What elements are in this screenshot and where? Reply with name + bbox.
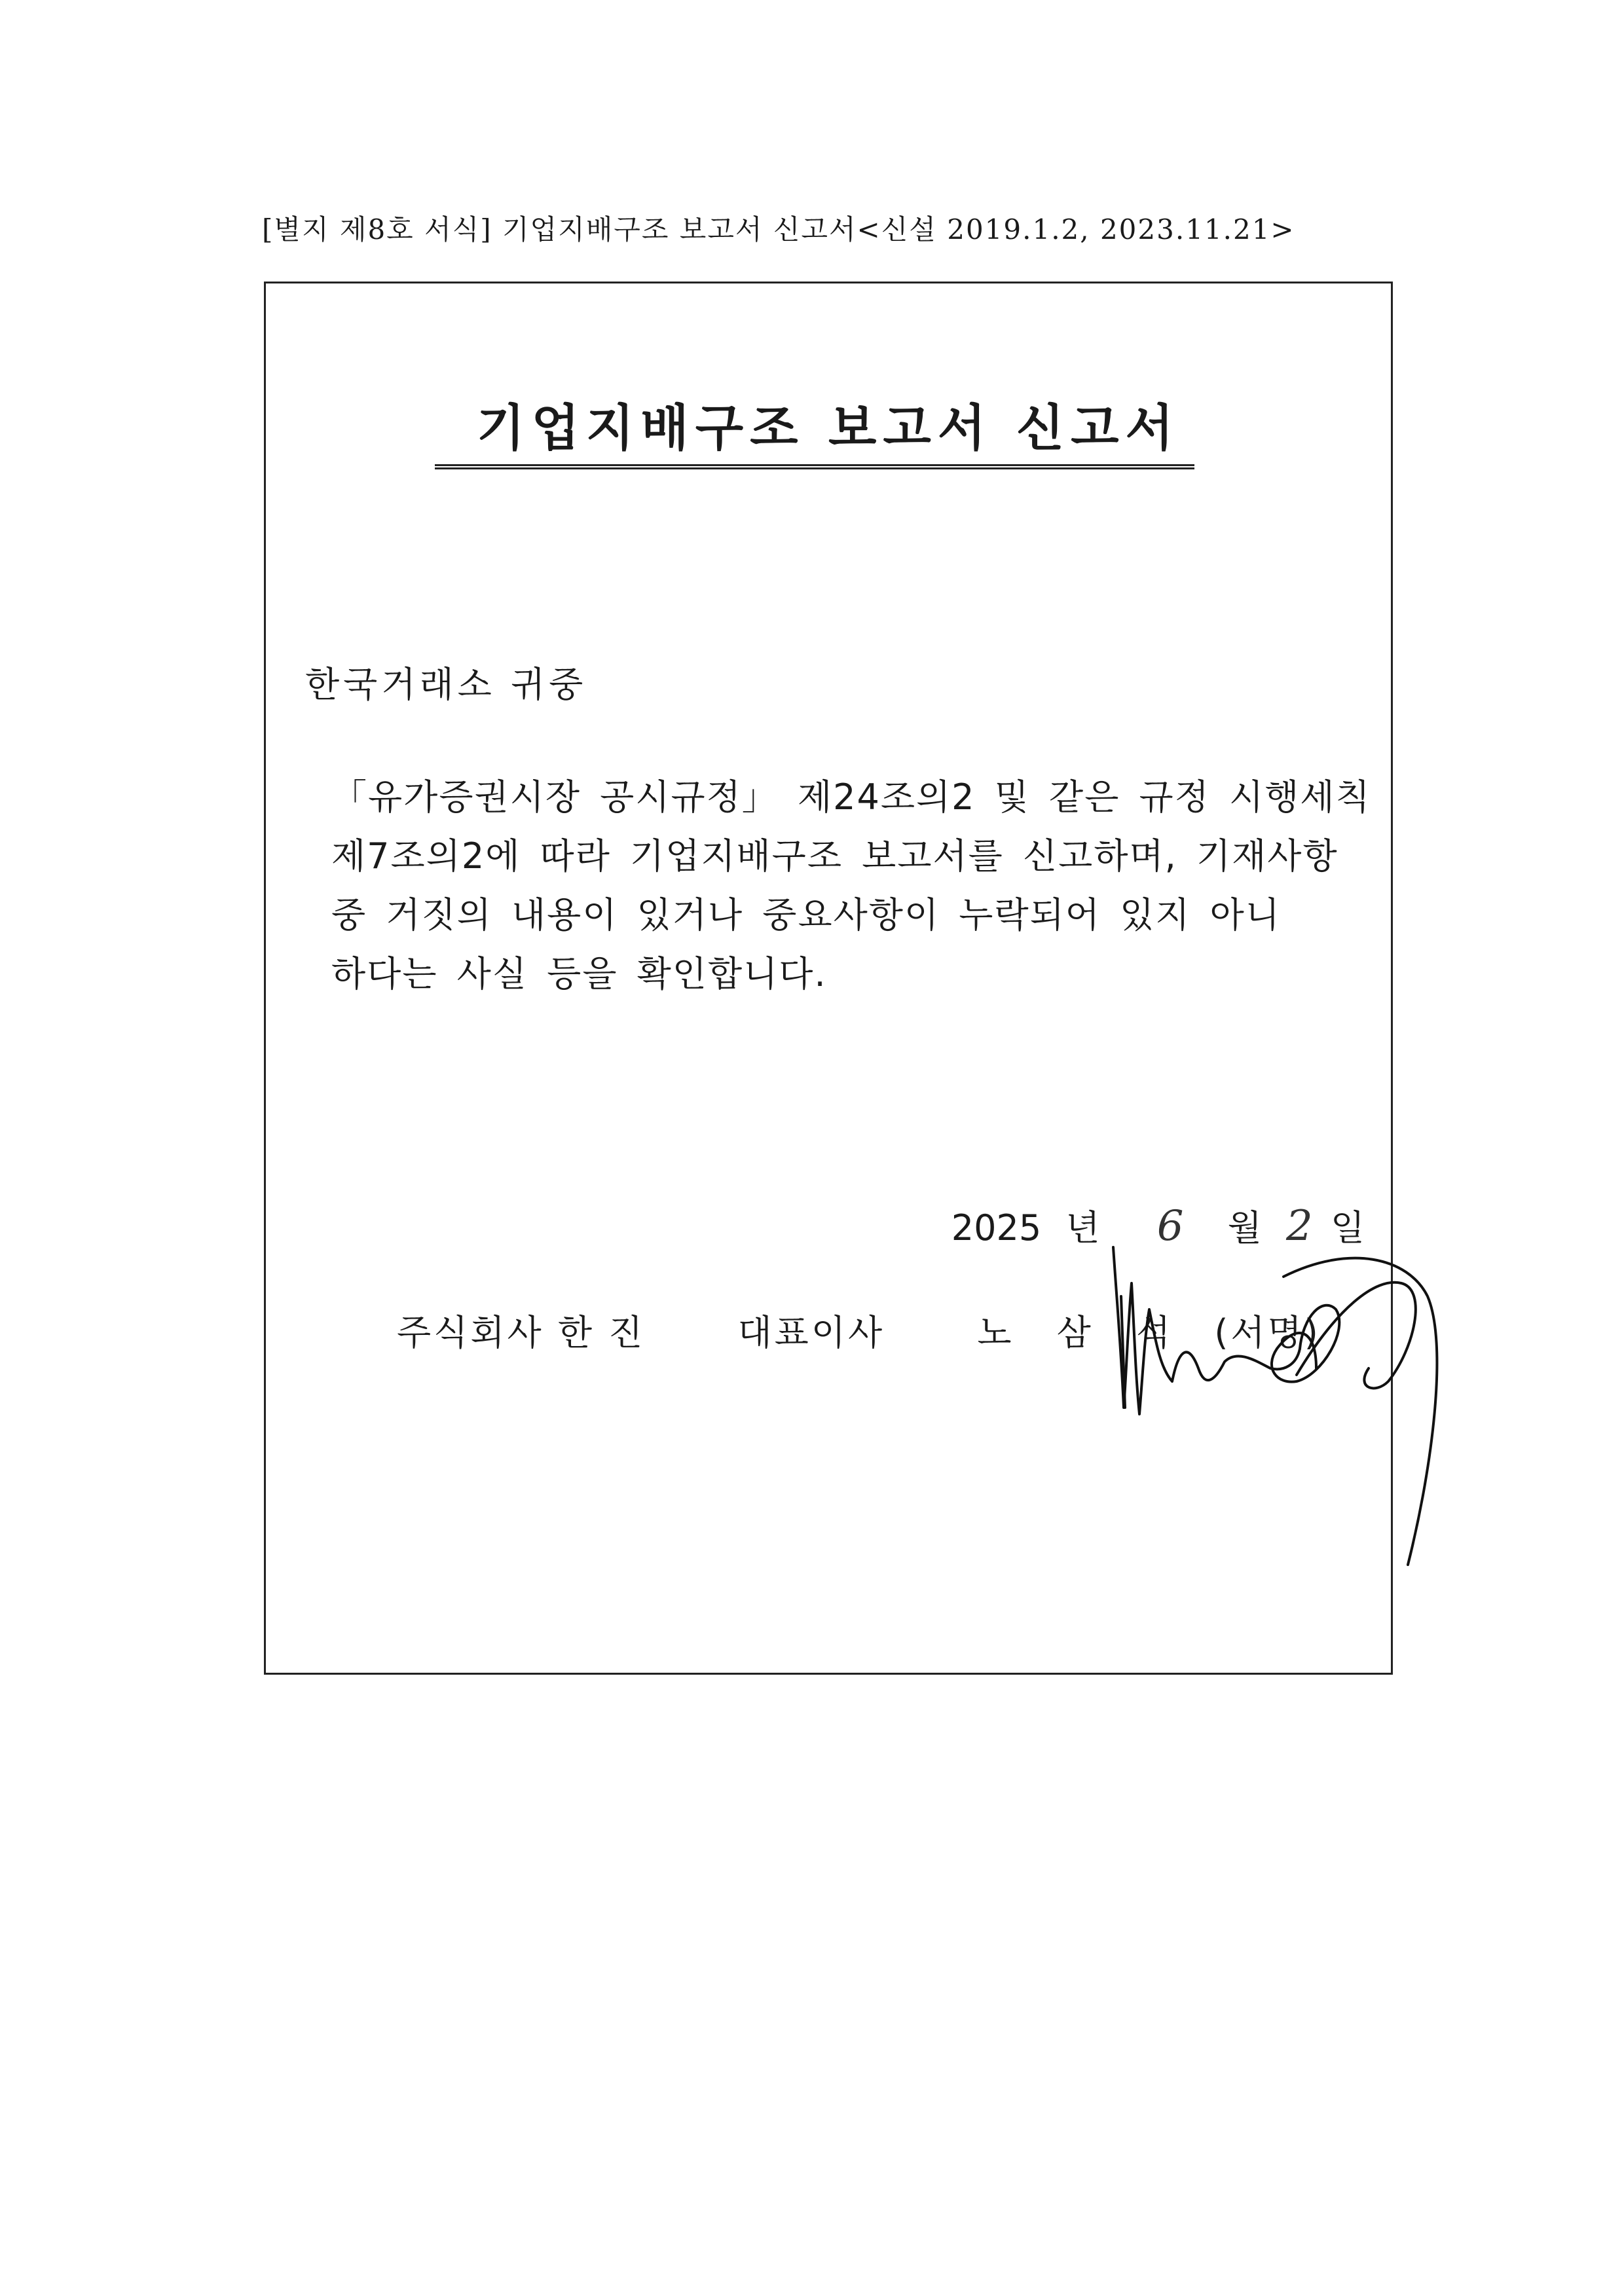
date-day-unit: 일: [1330, 1207, 1365, 1248]
date-year: 2025: [951, 1207, 1042, 1248]
company-name: 주식회사 한 진: [397, 1312, 646, 1353]
addressee: 한국거래소 귀중: [305, 664, 587, 705]
body-line: 하다는 사실 등을 확인합니다.: [331, 953, 827, 994]
sign-label: (서명): [1214, 1312, 1321, 1353]
body-line: 「유가증권시장 공시규정」 제24조의2 및 같은 규정 시행세칙: [331, 776, 1371, 818]
date-day: 2: [1285, 1202, 1313, 1250]
document-title: 기업지배구조 보고서 신고서: [477, 399, 1180, 457]
body-line: 중 거짓의 내용이 있거나 중요사항이 누락되어 있지 아니: [331, 894, 1281, 936]
signer-name: 노 삼 석: [977, 1312, 1188, 1353]
form-header: [별지 제8호 서식] 기업지배구조 보고서 신고서<신설 2019.1.2, 2023.11.21>: [262, 213, 1295, 246]
date-month-unit: 월: [1227, 1207, 1262, 1248]
body-line: 제7조의2에 따라 기업지배구조 보고서를 신고하며, 기재사항: [331, 835, 1338, 877]
date-year-unit: 년: [1065, 1207, 1100, 1248]
date-month: 6: [1156, 1202, 1184, 1250]
signer-position: 대표이사: [737, 1312, 885, 1353]
